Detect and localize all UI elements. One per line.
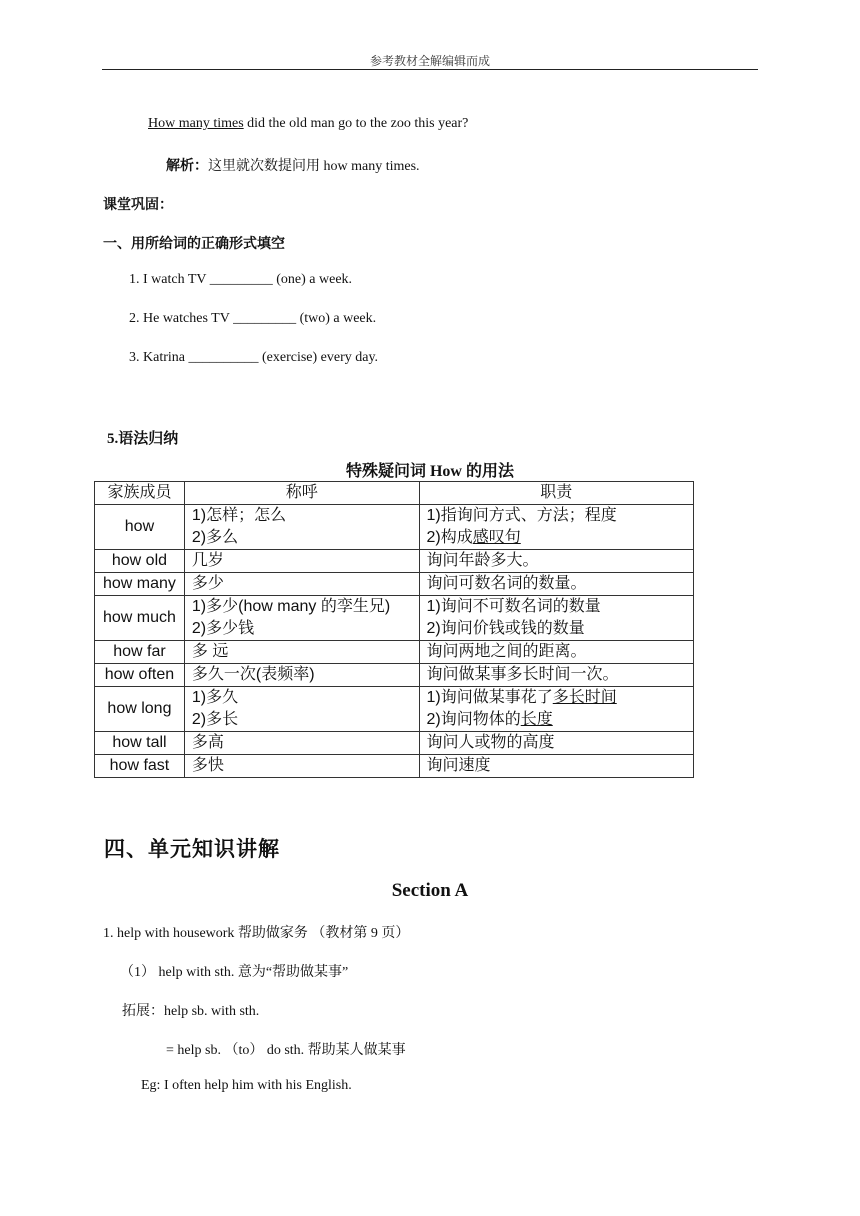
row-usage-cell [419,664,694,687]
meaning-line: 多高 [191,734,224,751]
column-header: 家族成员 [95,482,185,505]
analysis-line [166,155,420,175]
row-meaning-cell [184,550,419,573]
how-usage-table [94,481,694,778]
practice-section-title: 一、用所给词的正确形式填空 [103,237,285,252]
underlined-phrase: How many times [148,116,244,131]
table-row [95,732,694,755]
meaning-line: 1)怎样；怎么 [191,507,287,524]
usage-line: 询问年龄多大。 [426,552,539,569]
practice-item-3: 3. Katrina __________ (exercise) every day. [129,350,379,365]
row-meaning-cell [184,664,419,687]
usage-line: 1)指询问方式、方法；程度 [426,507,617,524]
row-word-cell: how far [95,641,185,664]
table-row [95,687,694,732]
table-row [95,550,694,573]
row-meaning-cell [184,596,419,641]
row-word-cell: how fast [95,755,185,778]
page-header: 参考教材全解编辑而成 [369,54,490,68]
meaning-line: 多 远 [191,643,229,660]
knowledge-point-1: 1. help with housework 帮助做家务 （教材第 9 页） [103,926,410,941]
row-meaning-cell [184,505,419,550]
example-sentence: Eg: I often help him with his English. [141,1078,352,1093]
unit-heading: 四、单元知识讲解 [104,837,280,861]
meaning-line: 多少 [191,575,224,592]
row-usage-cell [419,687,694,732]
row-meaning-cell [184,687,419,732]
table-row [95,641,694,664]
row-meaning-cell [184,732,419,755]
row-word-cell: how many [95,573,185,596]
usage-line: 询问可数名词的数量。 [426,575,587,592]
row-word-cell: how tall [95,732,185,755]
meaning-line: 2)多长 [191,711,239,728]
row-word-cell: how much [95,596,185,641]
row-usage-cell [419,550,694,573]
grammar-title: 5.语法归纳 [107,431,179,447]
table-row [95,755,694,778]
meaning-line: 多久一次(表频率) [191,666,315,683]
header-divider [102,69,758,70]
table-row [95,596,694,641]
extension-equivalent: = help sb. （to） do sth. 帮助某人做某事 [166,1043,406,1058]
column-header: 职责 [419,482,694,505]
row-usage-cell [419,505,694,550]
row-usage-cell [419,755,694,778]
row-meaning-cell [184,755,419,778]
extension-line: 拓展：help sb. with sth. [122,1004,260,1019]
row-usage-cell [419,573,694,596]
meaning-line: 1)多久 [191,689,239,706]
usage-line: 询问速度 [426,757,491,774]
row-word-cell: how often [95,664,185,687]
row-meaning-cell [184,641,419,664]
table-row [95,664,694,687]
section-title: Section A [391,880,469,901]
meaning-line: 2)多么 [191,529,239,546]
usage-line: 询问人或物的高度 [426,734,555,751]
table-header-row [95,482,694,505]
row-word-cell: how old [95,550,185,573]
usage-line: 2)询问价钱或钱的数量 [426,620,585,637]
knowledge-point-1-sub: （1） help with sth. 意为“帮助做某事” [120,965,349,980]
table-caption: 特殊疑问词 How 的用法 [345,463,514,480]
table-row [95,505,694,550]
practice-item-2: 2. He watches TV _________ (two) a week. [129,311,377,326]
row-usage-cell [419,596,694,641]
meaning-line: 多快 [191,757,224,774]
meaning-line: 2)多少钱 [191,620,255,637]
row-usage-cell [419,641,694,664]
row-word-cell: how [95,505,185,550]
table-row [95,573,694,596]
usage-line: 2)询问物体的长度 [426,711,553,728]
meaning-line: 1)多少(how many 的孪生兄) [191,598,391,615]
row-word-cell: how long [95,687,185,732]
usage-line: 1)询问不可数名词的数量 [426,598,601,615]
row-usage-cell [419,732,694,755]
usage-line: 询问两地之间的距离。 [426,643,587,660]
practice-title: 课堂巩固： [103,198,173,213]
question-rest: did the old man go to the zoo this year? [243,116,469,131]
meaning-line: 几岁 [191,552,224,569]
analysis-text: 这里就次数提问用 how many times. [208,159,420,174]
analysis-label: 解析： [166,159,208,174]
usage-line: 1)询问做某事花了多长时间 [426,689,617,706]
column-header: 称呼 [184,482,419,505]
usage-line: 2)构成感叹句 [426,529,521,546]
usage-line: 询问做某事多长时间一次。 [426,666,619,683]
example-question [148,116,468,132]
row-meaning-cell [184,573,419,596]
practice-item-1: 1. I watch TV _________ (one) a week. [129,272,353,287]
